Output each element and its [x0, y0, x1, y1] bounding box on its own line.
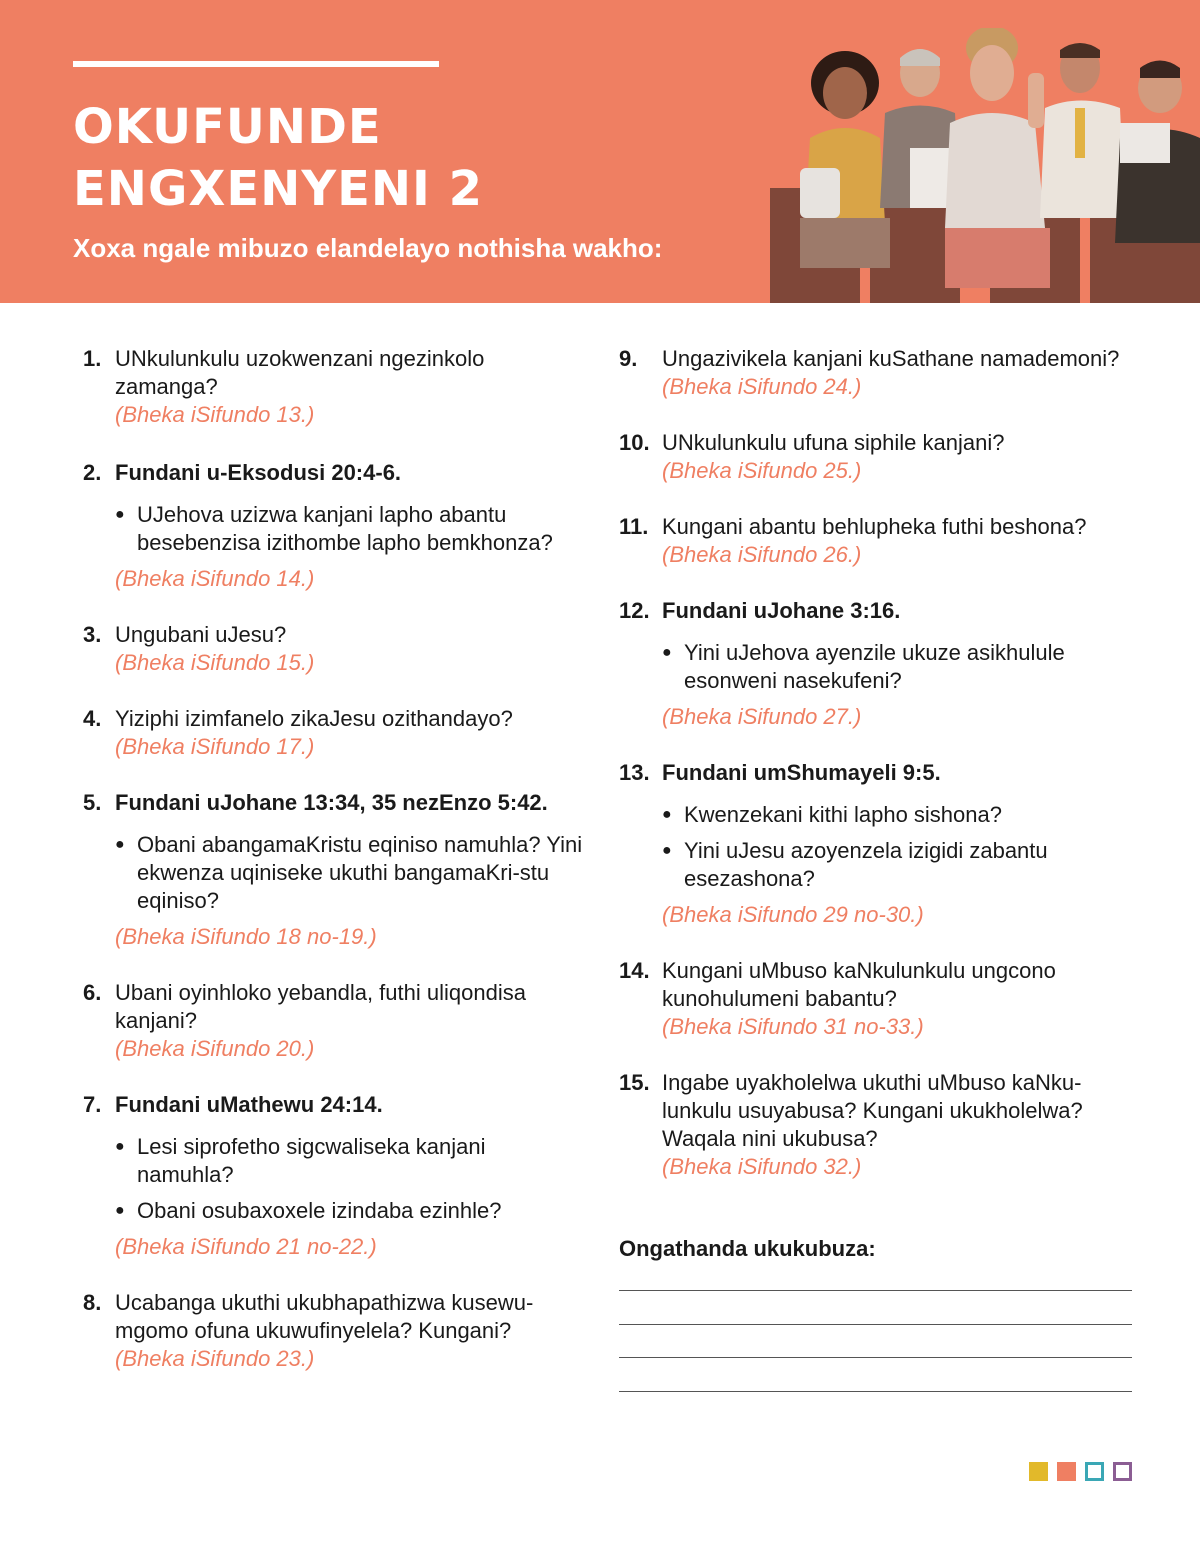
question-number: 13.	[619, 760, 650, 785]
questions-right-column	[619, 345, 1139, 1209]
bullet-list	[115, 1133, 583, 1225]
header-rule	[73, 61, 439, 67]
question-item	[619, 597, 1139, 731]
question-text: Yiziphi izimfanelo zikaJesu ozithandayo?	[115, 706, 513, 731]
question-text: Kungani uMbuso kaNkulunkulu ungcono kunohulumeni babantu?	[662, 958, 1056, 1011]
bullet-list	[662, 801, 1139, 893]
writing-line[interactable]	[619, 1290, 1132, 1291]
question-item	[619, 429, 1139, 485]
lesson-reference: (Bheka iSifundo 31 no-33.)	[662, 1014, 924, 1039]
lesson-reference: (Bheka iSifundo 26.)	[662, 542, 862, 567]
lesson-reference: (Bheka iSifundo 25.)	[662, 458, 862, 483]
writing-line[interactable]	[619, 1391, 1132, 1392]
question-text: Fundani u-Eksodusi 20:4-6.	[115, 460, 402, 485]
question-number: 4.	[83, 706, 102, 731]
lesson-reference: (Bheka iSifundo 23.)	[115, 1346, 315, 1371]
question-text: Fundani uMathewu 24:14.	[115, 1092, 383, 1117]
question-item	[83, 459, 583, 593]
bullet-item: ● Yini uJesu azoyenzela izigidi zabantu esezashona?	[662, 837, 1139, 893]
lesson-reference: (Bheka iSifundo 27.)	[662, 704, 862, 729]
square-purple-outline	[1113, 1462, 1132, 1481]
lesson-reference: (Bheka iSifundo 15.)	[115, 650, 315, 675]
writing-line[interactable]	[619, 1357, 1132, 1358]
lesson-reference: (Bheka iSifundo 13.)	[115, 402, 315, 427]
question-number: 6.	[83, 980, 102, 1005]
lesson-reference: (Bheka iSifundo 24.)	[662, 374, 862, 399]
page-subtitle: Xoxa ngale mibuzo elandelayo nothisha wakho:	[73, 233, 663, 263]
question-number: 7.	[83, 1092, 102, 1117]
question-text: Fundani uJohane 3:16.	[662, 598, 901, 623]
header-banner	[0, 0, 1200, 303]
question-number: 12.	[619, 598, 650, 623]
question-text: Fundani uJohane 13:34, 35 nezEnzo 5:42.	[115, 790, 548, 815]
question-item	[83, 789, 583, 951]
square-orange	[1057, 1462, 1076, 1481]
lesson-reference: (Bheka iSifundo 18 no-19.)	[115, 924, 377, 949]
lesson-reference: (Bheka iSifundo 20.)	[115, 1036, 315, 1061]
page-title	[73, 96, 483, 220]
people-illustration	[760, 28, 1200, 303]
question-number: 8.	[83, 1290, 102, 1315]
question-item	[83, 1091, 583, 1261]
bullet-item: ● Yini uJehova ayenzile ukuze asikhulule esonweni nasekufeni?	[662, 639, 1139, 695]
lesson-reference: (Bheka iSifundo 14.)	[115, 566, 315, 591]
lesson-reference: (Bheka iSifundo 17.)	[115, 734, 315, 759]
page-title-line1: OKUFUNDE	[73, 99, 382, 155]
question-number: 2.	[83, 460, 102, 485]
question-number: 10.	[619, 430, 650, 455]
bullet-list	[662, 639, 1139, 695]
question-item	[83, 1289, 583, 1373]
lesson-reference: (Bheka iSifundo 29 no-30.)	[662, 902, 924, 927]
question-text: UNkulunkulu ufuna siphile kanjani?	[662, 430, 1005, 455]
question-text: Ingabe uyakholelwa ukuthi uMbuso kaNku-lunkulu usuyabusa? Kungani ukukholelwa? Waqala nini ukubusa?	[662, 1070, 1083, 1151]
question-text: Ungubani uJesu?	[115, 622, 287, 647]
question-number: 5.	[83, 790, 102, 815]
question-number: 11.	[619, 514, 649, 539]
question-text: UNkulunkulu uzokwenzani ngezinkolo zamanga?	[115, 346, 485, 399]
question-item	[83, 979, 583, 1063]
question-text: Ubani oyinhloko yebandla, futhi uliqondisa kanjani?	[115, 980, 526, 1033]
lesson-reference: (Bheka iSifundo 32.)	[662, 1154, 862, 1179]
bullet-list	[115, 831, 583, 915]
question-item	[83, 345, 583, 429]
decorative-squares	[1029, 1462, 1133, 1482]
lesson-reference: (Bheka iSifundo 21 no-22.)	[115, 1234, 377, 1259]
question-text: Kungani abantu behlupheka futhi beshona?	[662, 514, 1087, 539]
bullet-item: ● Obani abangamaKristu eqiniso namuhla? Yini ekwenza uqiniseke ukuthi bangamaKri-stu eqiniso?	[115, 831, 583, 915]
bullet-item: ● UJehova uzizwa kanjani lapho abantu besebenzisa izithombe lapho bemkhonza?	[115, 501, 583, 557]
writing-line[interactable]	[619, 1324, 1132, 1325]
question-number: 15.	[619, 1070, 650, 1095]
question-text: Ucabanga ukuthi ukubhapathizwa kusewu-mgomo ofuna ukuwufinyelela? Kungani?	[115, 1290, 534, 1343]
bullet-item: ● Obani osubaxoxele izindaba ezinhle?	[115, 1197, 583, 1225]
question-number: 3.	[83, 622, 102, 647]
question-item	[619, 345, 1139, 401]
bullet-item: ● Kwenzekani kithi lapho sishona?	[662, 801, 1139, 829]
question-item	[83, 705, 583, 761]
question-item	[619, 957, 1139, 1041]
question-number: 14.	[619, 958, 650, 983]
question-item	[619, 513, 1139, 569]
your-questions-heading: Ongathanda ukukubuza:	[619, 1236, 876, 1261]
question-item	[619, 759, 1139, 929]
question-text: Ungazivikela kanjani kuSathane namademoni?	[662, 346, 1120, 371]
bullet-list	[115, 501, 583, 557]
bullet-item: ● Lesi siprofetho sigcwaliseka kanjani namuhla?	[115, 1133, 583, 1189]
question-item	[619, 1069, 1139, 1181]
question-item	[83, 621, 583, 677]
page-title-line2: ENGXENYENI 2	[73, 161, 484, 217]
questions-left-column	[83, 345, 583, 1401]
question-text: Fundani umShumayeli 9:5.	[662, 760, 941, 785]
question-number: 1.	[83, 346, 102, 371]
square-teal-outline	[1085, 1462, 1104, 1481]
question-number: 9.	[619, 346, 638, 371]
square-yellow	[1029, 1462, 1048, 1481]
